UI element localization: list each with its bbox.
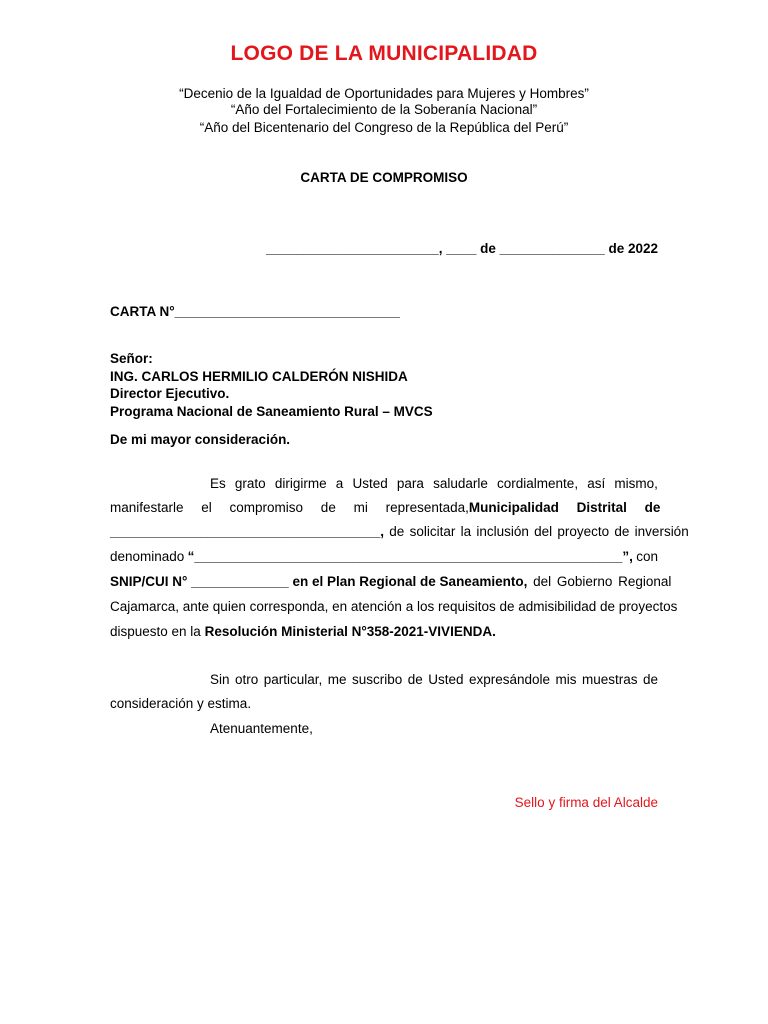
body-word: así bbox=[587, 476, 606, 491]
body-text: denominado bbox=[110, 549, 185, 564]
body-word: grato bbox=[234, 476, 266, 491]
body-text: de solicitar la inclusión del proyecto de inversión bbox=[384, 524, 689, 539]
recipient-position: Director Ejecutivo. bbox=[110, 386, 230, 401]
motto-line-3: “Año del Bicentenario del Congreso de la República del Perú” bbox=[199, 120, 569, 135]
body-word: a bbox=[335, 476, 344, 491]
body-word: saludarle bbox=[433, 476, 488, 491]
body-line-5 bbox=[110, 574, 672, 589]
body-word: cordialmente, bbox=[497, 476, 579, 491]
recipient-greeting: Señor: bbox=[110, 351, 153, 366]
body-line-2 bbox=[110, 500, 661, 515]
motto-line-2: “Año del Fortalecimiento de la Soberanía Nacional” bbox=[230, 102, 538, 117]
body-line-9: consideración y estima. bbox=[110, 696, 252, 711]
body-line-4 bbox=[110, 549, 658, 564]
body-word: dirigirme bbox=[274, 476, 327, 491]
project-name-blank: “_________________________________________________________”, bbox=[187, 549, 633, 564]
date-line: _______________________, ____ de ______________ de 2022 bbox=[266, 241, 658, 256]
body-word: Es bbox=[210, 476, 226, 491]
body-word: mismo, bbox=[614, 476, 658, 491]
body-line-3 bbox=[110, 524, 689, 539]
salutation: De mi mayor consideración. bbox=[110, 432, 291, 447]
district-blank: ____________________________________, bbox=[110, 524, 385, 539]
recipient-name: ING. CARLOS HERMILIO CALDERÓN NISHIDA bbox=[110, 368, 408, 384]
body-text: del Gobierno Regional bbox=[527, 574, 672, 589]
body-text: manifestarle el compromiso de mi representada, bbox=[110, 500, 469, 515]
signature-placeholder: Sello y firma del Alcalde bbox=[514, 795, 658, 810]
regional-plan: en el Plan Regional de Saneamiento, bbox=[288, 574, 528, 589]
closing: Atenuantemente, bbox=[210, 721, 313, 736]
resolution-reference: Resolución Ministerial N°358-2021-VIVIENDA. bbox=[204, 624, 496, 639]
logo-placeholder: LOGO DE LA MUNICIPALIDAD bbox=[230, 42, 538, 65]
body-line-8: Sin otro particular, me suscribo de Usted expresándole mis muestras de bbox=[210, 672, 658, 687]
document-title: CARTA DE COMPROMISO bbox=[300, 170, 468, 185]
snip-cui-blank: SNIP/CUI N° _____________ bbox=[110, 574, 289, 589]
body-line-1 bbox=[110, 476, 658, 491]
body-line-6: Cajamarca, ante quien corresponda, en atención a los requisitos de admisibilidad de proyectos bbox=[110, 599, 678, 614]
recipient-program: Programa Nacional de Saneamiento Rural – MVCS bbox=[110, 403, 433, 419]
body-text: dispuesto en la bbox=[110, 624, 205, 639]
municipality-label: Municipalidad Distrital de bbox=[468, 500, 661, 515]
recipient-block bbox=[110, 350, 433, 420]
body-line-7 bbox=[110, 624, 658, 639]
body-word: Usted bbox=[352, 476, 388, 491]
body-text: con bbox=[636, 549, 658, 564]
body-word: para bbox=[396, 476, 424, 491]
motto-line-1: “Decenio de la Igualdad de Oportunidades para Mujeres y Hombres” bbox=[179, 86, 589, 101]
carta-number: CARTA N°______________________________ bbox=[110, 304, 400, 319]
